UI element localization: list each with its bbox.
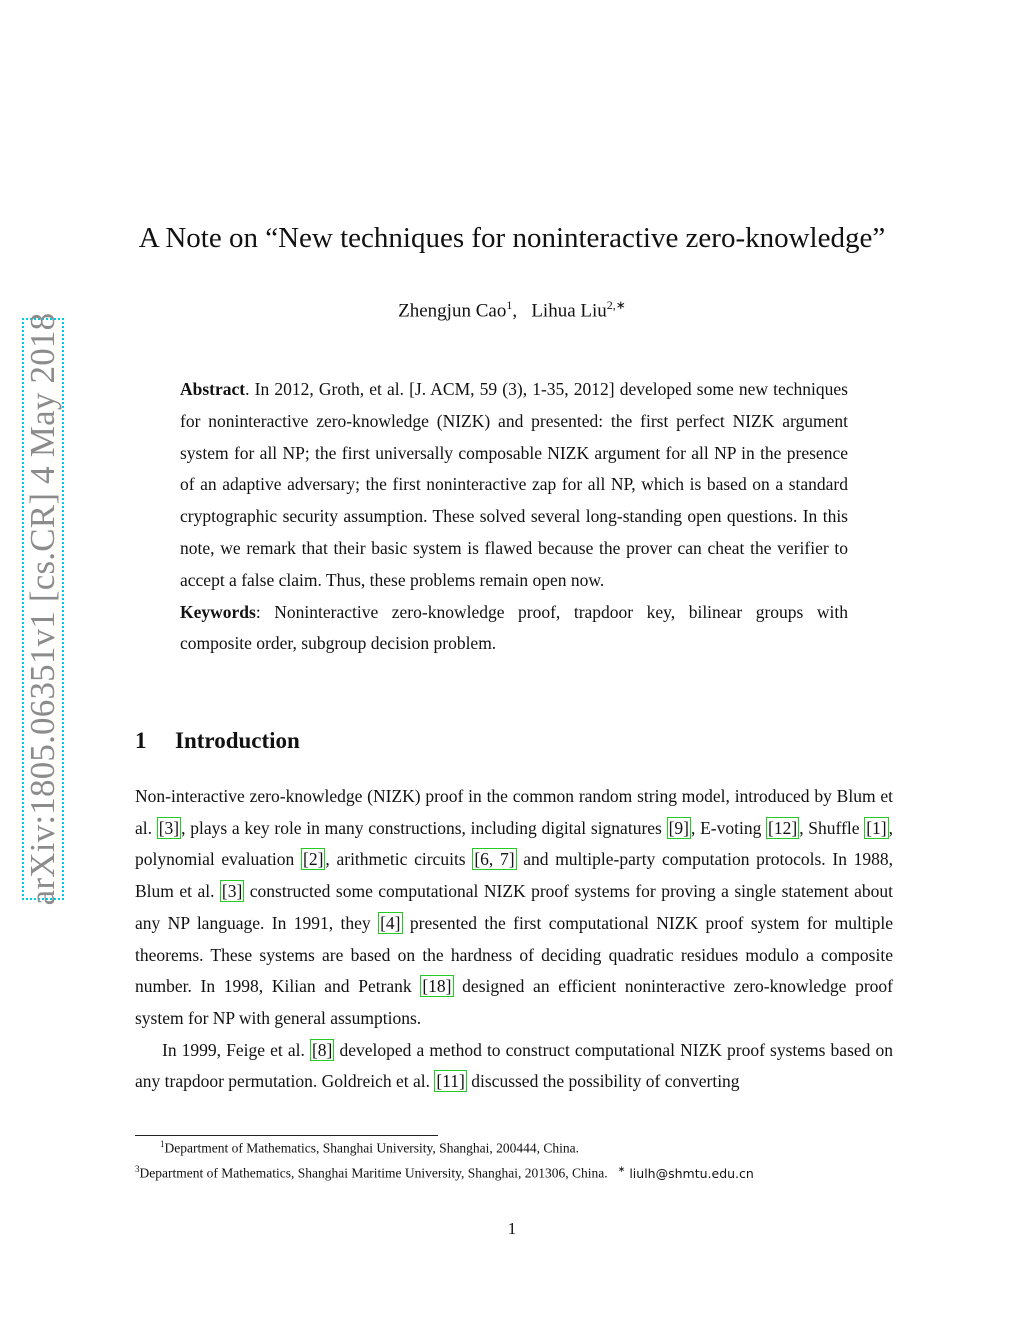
footnote-affiliation-2 bbox=[135, 1164, 754, 1182]
author-list: Zhengjun Cao$^1$, Lihua Liu$^{2,∗}$ bbox=[398, 298, 626, 322]
keywords-label: Keywords bbox=[180, 601, 256, 622]
text-run: Non-interactive zero-knowledge (NIZK) proof in the common random string model, introduced by Blum et al. bbox=[135, 786, 893, 838]
text-run: , plays a key role in many constructions, including digital signatures bbox=[181, 817, 667, 838]
citation-link[interactable]: [3] bbox=[158, 817, 180, 838]
abstract-paragraph: Abstract. In 2012, Groth, et al. [J. ACM, 59 (3), 1-35, 2012] developed some new techniques for noninteractive zero-knowledge (NIZK) and presented: the first perfect NIZK argument system for all NP; the first universally composable NIZK argument for all NP in the presence of an adaptive adversary; the first noninteractive zap for all NP, which is based on a standard cryptographic security assumption. These solved several long-standing open questions. In this note, we remark that their basic system is flawed because the prover can cheat the verifier to accept a false claim. Thus, these problems remain open now. bbox=[180, 379, 848, 590]
arxiv-stamp bbox=[22, 312, 64, 906]
text-run: discussed the possibility of converting bbox=[466, 1071, 740, 1092]
footnote-mark: 3 bbox=[135, 1164, 140, 1174]
keywords-text: Noninteractive zero-knowledge proof, trapdoor key, bilinear groups with composite order, subgroup decision problem. bbox=[180, 601, 848, 654]
footnote-mark: 1 bbox=[160, 1139, 165, 1149]
abstract-text: In 2012, Groth, et al. [J. ACM, 59 (3), 1-35, 2012] developed some new techniques for noninteractive zero-knowledge (NIZK) and presented: the first perfect NIZK argument system for all NP; the first universally composable NIZK argument for all NP in the presence of an adaptive adversary; the first noninteractive zap for all NP, which is based on a standard cryptographic security assumption. These solved several long-standing open questions. In this note, we remark that their basic system is flawed because the prover can cheat the verifier to accept a false claim. Thus, these problems remain open now. bbox=[180, 379, 848, 590]
citation-link[interactable]: [18] bbox=[422, 976, 452, 997]
footnote-text: Department of Mathematics, Shanghai Maritime University, Shanghai, 201306, China. bbox=[139, 1165, 608, 1181]
email-link[interactable]: liulh@shmtu.edu.cn bbox=[629, 1165, 754, 1181]
footnote-divider bbox=[135, 1135, 438, 1136]
citation-link[interactable]: [9] bbox=[668, 817, 689, 838]
citation-link[interactable]: [6, 7] bbox=[474, 849, 515, 870]
section-heading-introduction bbox=[135, 728, 300, 754]
citation-link[interactable]: [2] bbox=[303, 849, 324, 870]
citation-link[interactable]: [4] bbox=[380, 912, 401, 933]
text-run: developed a method to construct computational NIZK proof systems based on any trapdoor permutation. Goldreich et al. bbox=[135, 1039, 893, 1092]
text-run: designed an efficient noninteractive zero-knowledge proof system for NP with general assumptions. bbox=[135, 976, 893, 1028]
paper-title: A Note on “New techniques for noninteractive zero-knowledge” bbox=[138, 222, 886, 254]
abstract-label: Abstract bbox=[180, 379, 246, 399]
abstract-block bbox=[180, 374, 848, 660]
author-name: Lihua Liu bbox=[531, 300, 607, 322]
page-number: 1 bbox=[507, 1219, 517, 1238]
paragraph bbox=[135, 1035, 893, 1098]
text-run: , polynomial evaluation bbox=[135, 817, 893, 870]
text-run: , arithmetic circuits bbox=[325, 849, 473, 870]
citation-link[interactable]: [8] bbox=[311, 1039, 333, 1060]
text-run: , Shuffle bbox=[799, 817, 865, 838]
citation-link[interactable]: [12] bbox=[768, 817, 798, 838]
introduction-body bbox=[135, 781, 893, 1098]
citation-link[interactable]: [3] bbox=[221, 881, 243, 902]
footnote-text: Department of Mathematics, Shanghai University, Shanghai, 200444, China. bbox=[164, 1140, 580, 1156]
corresponding-author-mark: ∗ bbox=[617, 1164, 626, 1174]
section-title: Introduction bbox=[175, 728, 300, 753]
author-name: Zhengjun Cao bbox=[398, 300, 507, 322]
paragraph bbox=[135, 781, 893, 1035]
text-run: constructed some computational NIZK proof systems for proving a single statement about any NP language. In 1991, they bbox=[135, 881, 893, 933]
citation-link[interactable]: [1] bbox=[866, 817, 887, 838]
keywords-paragraph: Keywords: Noninteractive zero-knowledge proof, trapdoor key, bilinear groups with composite order, subgroup decision problem. bbox=[180, 601, 848, 654]
footnote-affiliation-1 bbox=[160, 1139, 579, 1157]
arxiv-identifier[interactable]: arXiv:1805.06351v1 [cs.CR] 4 May 2018 bbox=[23, 312, 62, 906]
author-affiliation-mark: 1 bbox=[506, 298, 513, 312]
section-number: 1 bbox=[135, 728, 147, 753]
citation-link[interactable]: [11] bbox=[436, 1071, 465, 1092]
text-run: In 1999, Feige et al. bbox=[162, 1039, 310, 1060]
text-run: , E-voting bbox=[690, 817, 767, 838]
text-run: and multiple-party computation protocols. In 1988, Blum et al. bbox=[135, 849, 894, 902]
text-run: presented the first computational NIZK proof system for multiple theorems. These systems are based on the hardness of deciding quadratic residues modulo a composite number. In 1998, Kilian and Petrank bbox=[135, 912, 893, 997]
author-affiliation-mark: 2,∗ bbox=[606, 298, 626, 312]
